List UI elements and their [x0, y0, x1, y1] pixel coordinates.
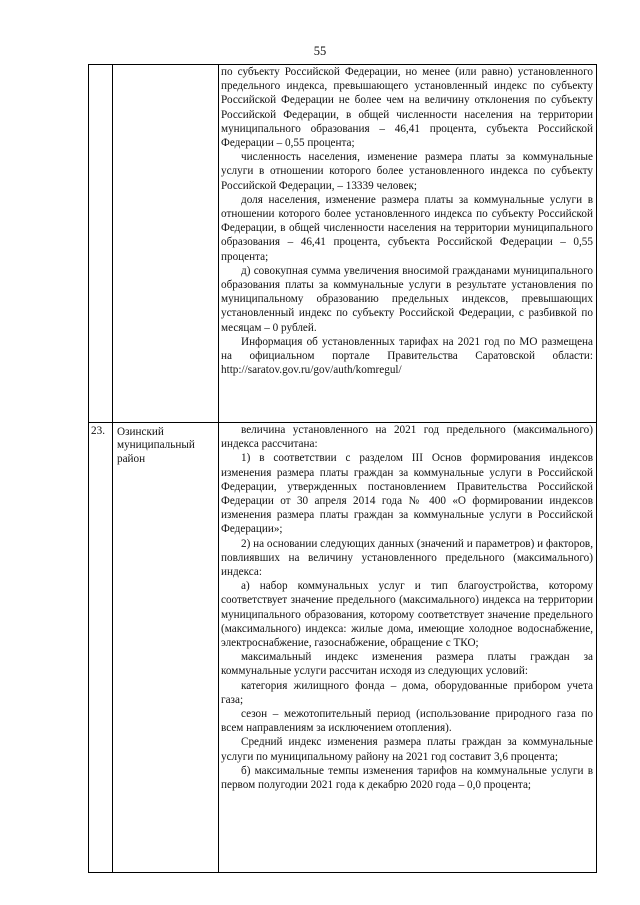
table-row-continuation	[89, 65, 597, 423]
paragraph: численность населения, изменение размера платы за коммунальные услуги в отношении которого более установленного индекса по субъекту Российской Федерации, – 13339 человек;	[221, 151, 593, 192]
paragraph: 2) на основании следующих данных (значений и параметров) и факторов, повлиявших на величину установленного предельного (максимального) индекса:	[221, 537, 593, 579]
paragraph: сезон – межотопительный период (использование природного газа по всем направлениям за исключением отопления).	[221, 708, 593, 735]
paragraph: категория жилищного фонда – дома, оборудованные прибором учета газа;	[221, 679, 593, 706]
paragraph: максимальный индекс изменения размера платы граждан за коммунальные услуги рассчитан исходя из следующих условий:	[221, 651, 593, 678]
description-cell	[219, 423, 597, 873]
row-number-cell	[89, 423, 113, 873]
description-cell	[219, 65, 597, 423]
paragraph: доля населения, изменение размера платы за коммунальные услуги в отношении которого более установленного индекса по субъекту Российской Федерации, в общей численности населения на территории муниципального образования – 46,41 процента, субъекта Российской Федерации – 0,55 процента;	[221, 193, 593, 263]
paragraph: величина установленного на 2021 год предельного (максимального) индекса рассчитана:	[221, 424, 593, 451]
row-number-cell	[89, 65, 113, 423]
paragraph: по субъекту Российской Федерации, но менее (или равно) установленного предельного индекса, превышающего установленный индекс по субъекту Российской Федерации не более чем на величину отклонения по субъекту Российской Федерации, в общей численности населения на территории муниципального образования – 46,41 процента, субъекта Российской Федерации – 0,55 процента;	[221, 66, 593, 150]
paragraph: Информация об установленных тарифах на 2021 год по МО размещена на официальном портале Правительства Саратовской области: http://saratov.gov.ru/gov/auth/komregul/	[221, 335, 593, 377]
document-table	[88, 64, 597, 873]
page-number: 55	[313, 44, 327, 58]
paragraph: д) совокупная сумма увеличения вносимой гражданами муниципального образования платы за коммунальные услуги в результате установления по муниципальному образованию предельных индексов, превышающих установленный индекс по субъекту Российской Федерации, с разбивкой по месяцам – 0 рублей.	[221, 264, 593, 334]
row-number: 23.	[91, 425, 105, 437]
paragraph: 1) в соответствии с разделом III Основ формирования индексов изменения размера платы граждан за коммунальные услуги в Российской Федерации, утвержденных постановлением Правительства Российской Федерации от 30 апреля 2014 года № 400 «О формировании индексов изменения размера платы граждан за коммунальные услуги в Российской Федерации»;	[221, 452, 593, 536]
table-row-23	[89, 423, 597, 873]
paragraph: Средний индекс изменения размера платы граждан за коммунальные услуги по муниципальному району на 2021 год составит 3,6 процента;	[221, 736, 593, 763]
paragraph: б) максимальные темпы изменения тарифов на коммунальные услуги в первом полугодии 2021 года к декабрю 2020 года – 0,0 процента;	[221, 764, 593, 792]
municipality-name-cell	[113, 65, 219, 423]
municipality-name: Озинский муниципальный район	[117, 426, 195, 465]
municipality-name-cell	[113, 423, 219, 873]
paragraph: а) набор коммунальных услуг и тип благоустройства, которому соответствует значение предельного (максимального) индекса на территории муниципального образования, которому соответствует значение предельного (максимального) индекса: жилые дома, имеющие холодное водоснабжение, электроснабжение, газоснабжение, обращение с ТКО;	[221, 580, 593, 650]
